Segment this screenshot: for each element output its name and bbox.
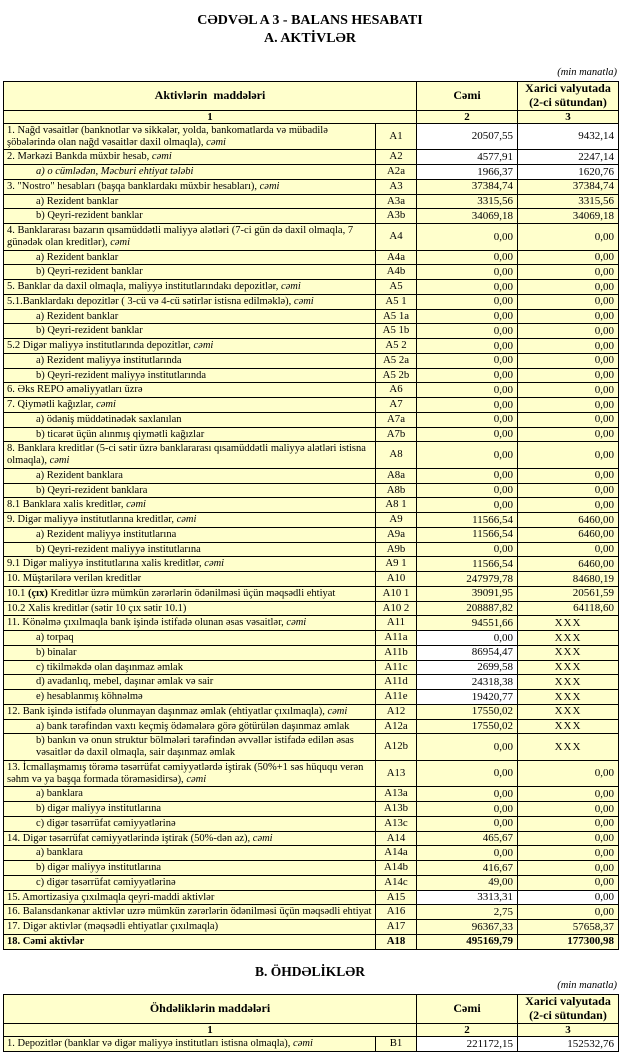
row-label: 1. Depozitlər (banklar və digər maliyyə institutları istisna olmaqla), cəmi (4, 1036, 376, 1051)
cell-total: 0,00 (417, 816, 518, 831)
cell-total: 0,00 (417, 787, 518, 802)
row-code: A12b (376, 734, 417, 761)
table-row (4, 265, 619, 280)
cell-total: 416,67 (417, 861, 518, 876)
table-row (4, 1036, 619, 1051)
row-code: A14 (376, 831, 417, 846)
table-row (4, 704, 619, 719)
cell-fx: 0,00 (518, 294, 619, 309)
row-label: 10.2 Xalis kreditlər (sətir 10 çıx sətir 10.1) (4, 601, 376, 616)
row-code: A5 1a (376, 309, 417, 324)
cell-total: 49,00 (417, 875, 518, 890)
row-label: 5.2 Digər maliyyə institutlarında depozitlər, cəmi (4, 339, 376, 354)
table-row (4, 179, 619, 194)
row-code: A3 (376, 179, 417, 194)
table-row (4, 572, 619, 587)
column-number-1: 1 (4, 110, 417, 123)
row-code: A10 2 (376, 601, 417, 616)
row-code: A10 1 (376, 586, 417, 601)
cell-fx: 0,00 (518, 412, 619, 427)
table-row (4, 846, 619, 861)
table-row (4, 631, 619, 646)
table-row (4, 542, 619, 557)
table-row (4, 398, 619, 413)
cell-total: 0,00 (417, 383, 518, 398)
cell-total: 0,00 (417, 324, 518, 339)
cell-total: 0,00 (417, 542, 518, 557)
cell-total: 94551,66 (417, 616, 518, 631)
cell-fx: 9432,14 (518, 123, 619, 150)
row-label: 12. Bank işində istifadə olunmayan daşınmaz əmlak (ehtiyatlar çıxılmaqla), cəmi (4, 704, 376, 719)
row-label: b) digər maliyyə institutlarına (4, 802, 376, 817)
row-code: A9b (376, 542, 417, 557)
table-row (4, 861, 619, 876)
table-row (4, 280, 619, 295)
row-code: A8 1 (376, 498, 417, 513)
cell-total: 0,00 (417, 412, 518, 427)
table-row (4, 194, 619, 209)
cell-total: 11566,54 (417, 513, 518, 528)
table-header-fx-line2: (2-ci sütundan) (529, 94, 607, 109)
table-row (4, 601, 619, 616)
liabilities-table (3, 994, 619, 1052)
table-header-row (4, 81, 619, 110)
column-number-row (4, 1023, 619, 1036)
cell-fx: 0,00 (518, 280, 619, 295)
cell-total: 0,00 (417, 734, 518, 761)
row-code: A8a (376, 468, 417, 483)
cell-fx: 0,00 (518, 802, 619, 817)
cell-total: 19420,77 (417, 690, 518, 705)
table-row (4, 934, 619, 949)
row-label: a) Rezident maliyyə institutlarında (4, 353, 376, 368)
table-row (4, 483, 619, 498)
row-label: a) banklara (4, 846, 376, 861)
cell-total: 0,00 (417, 442, 518, 469)
cell-fx: 20561,59 (518, 586, 619, 601)
row-label: a) Rezident banklara (4, 468, 376, 483)
row-label: a) Rezident banklar (4, 194, 376, 209)
row-code: A13a (376, 787, 417, 802)
cell-fx: 34069,18 (518, 209, 619, 224)
table-row (4, 368, 619, 383)
row-label: 2. Mərkəzi Bankda müxbir hesab, cəmi (4, 150, 376, 165)
row-label: b) Qeyri-rezident banklar (4, 209, 376, 224)
row-label: 5. Banklar da daxil olmaqla, maliyyə institutlarındakı depozitlər, cəmi (4, 280, 376, 295)
table-row (4, 831, 619, 846)
table-row (4, 498, 619, 513)
cell-total: 0,00 (417, 368, 518, 383)
row-label: 1. Nağd vəsaitlər (banknotlar və sikkələr, yolda, bankomatlarda və mübadilə şöbələrində olan nağd vəsaitlər daxil olmaqla), cəmi (4, 123, 376, 150)
table-row (4, 660, 619, 675)
cell-fx: 0,00 (518, 368, 619, 383)
cell-fx: 6460,00 (518, 557, 619, 572)
section-title-liabilities: B. ÖHDƏLİKLƏR (255, 963, 365, 979)
liabilities-section (0, 965, 620, 1052)
row-code: B1 (376, 1036, 417, 1051)
cell-fx: XXX (518, 734, 619, 761)
cell-total: 11566,54 (417, 557, 518, 572)
row-code: A16 (376, 905, 417, 920)
cell-total: 3313,31 (417, 890, 518, 905)
row-code: A9 (376, 513, 417, 528)
unit-note: (min manatla) (557, 980, 617, 992)
cell-fx: XXX (518, 616, 619, 631)
cell-total: 0,00 (417, 631, 518, 646)
table-header-total: Cəmi (417, 994, 518, 1023)
cell-fx: 0,00 (518, 890, 619, 905)
row-label: b) Qeyri-rezident maliyyə institutlarında (4, 368, 376, 383)
cell-fx: 0,00 (518, 309, 619, 324)
row-label: b) digər maliyyə institutlarına (4, 861, 376, 876)
table-row (4, 920, 619, 935)
cell-fx: XXX (518, 675, 619, 690)
cell-fx: 0,00 (518, 861, 619, 876)
row-code: A4a (376, 250, 417, 265)
cell-total: 0,00 (417, 468, 518, 483)
table-header-items: Öhdəliklərin maddələri (4, 994, 417, 1023)
row-code: A11d (376, 675, 417, 690)
cell-fx: 0,00 (518, 816, 619, 831)
table-row (4, 309, 619, 324)
row-label: c) digər təsərrüfat cəmiyyətlərinə (4, 816, 376, 831)
row-code: A5 2b (376, 368, 417, 383)
cell-fx: 0,00 (518, 383, 619, 398)
row-label: c) digər təsərrüfat cəmiyyətlərinə (4, 875, 376, 890)
cell-fx: XXX (518, 690, 619, 705)
cell-fx: 0,00 (518, 831, 619, 846)
cell-total: 0,00 (417, 398, 518, 413)
row-code: A3a (376, 194, 417, 209)
cell-fx: 0,00 (518, 760, 619, 787)
row-label: 11. Könəlmə çıxılmaqla bank işində istifadə olunan əsas vəsaitlər, cəmi (4, 616, 376, 631)
table-row (4, 353, 619, 368)
cell-total: 4577,91 (417, 150, 518, 165)
table-header-items: Aktivlərin maddələri (4, 81, 417, 110)
row-code: A11c (376, 660, 417, 675)
cell-fx: 0,00 (518, 353, 619, 368)
table-header-row (4, 994, 619, 1023)
table-row (4, 616, 619, 631)
row-code: A15 (376, 890, 417, 905)
row-label: a) banklara (4, 787, 376, 802)
column-number-3: 3 (518, 1023, 619, 1036)
row-code: A8b (376, 483, 417, 498)
cell-fx: 0,00 (518, 427, 619, 442)
row-label: 3. "Nostro" hesabları (başqa banklardakı müxbir hesabları), cəmi (4, 179, 376, 194)
table-row (4, 324, 619, 339)
row-code: A1 (376, 123, 417, 150)
cell-total: 34069,18 (417, 209, 518, 224)
row-code: A18 (376, 934, 417, 949)
cell-fx: 57658,37 (518, 920, 619, 935)
row-label: b) Qeyri-rezident banklara (4, 483, 376, 498)
row-code: A11a (376, 631, 417, 646)
cell-total: 0,00 (417, 339, 518, 354)
cell-total: 221172,15 (417, 1036, 518, 1051)
row-label: 13. İcmallaşmamış törəmə təsərrüfat cəmiyyətlərdə iştirak (50%+1 səs hüququ verən səhm və ya başqa formada törəməsidirsə), cəmi (4, 760, 376, 787)
row-code: A2 (376, 150, 417, 165)
cell-fx: XXX (518, 645, 619, 660)
cell-fx: 152532,76 (518, 1036, 619, 1051)
cell-total: 86954,47 (417, 645, 518, 660)
row-code: A8 (376, 442, 417, 469)
table-header-fx (518, 81, 619, 110)
row-label: 10.1 (çıx) Kreditlər üzrə mümkün zərərlərin ödənilməsi üçün məqsədli ehtiyat (4, 586, 376, 601)
cell-fx: 6460,00 (518, 513, 619, 528)
cell-total: 37384,74 (417, 179, 518, 194)
table-row (4, 719, 619, 734)
row-label: b) Qeyri-rezident banklar (4, 324, 376, 339)
cell-fx: 0,00 (518, 398, 619, 413)
table-row (4, 586, 619, 601)
table-row (4, 734, 619, 761)
table-row (4, 816, 619, 831)
row-label: e) hesablanmış köhnəlmə (4, 690, 376, 705)
row-code: A5 2 (376, 339, 417, 354)
cell-fx: 3315,56 (518, 194, 619, 209)
cell-fx: XXX (518, 631, 619, 646)
row-code: A7a (376, 412, 417, 427)
table-row (4, 905, 619, 920)
cell-total: 0,00 (417, 250, 518, 265)
cell-total: 0,00 (417, 760, 518, 787)
cell-total: 24318,38 (417, 675, 518, 690)
cell-fx: 0,00 (518, 846, 619, 861)
table-row (4, 513, 619, 528)
cell-fx: 1620,76 (518, 165, 619, 180)
row-code: A3b (376, 209, 417, 224)
column-number-2: 2 (417, 110, 518, 123)
table-row (4, 787, 619, 802)
row-code: A9a (376, 527, 417, 542)
table-row (4, 690, 619, 705)
row-code: A5 1 (376, 294, 417, 309)
table-header-fx-line2: (2-ci sütundan) (529, 1007, 607, 1022)
row-code: A11e (376, 690, 417, 705)
table-row (4, 412, 619, 427)
table-row (4, 890, 619, 905)
cell-fx: 2247,14 (518, 150, 619, 165)
row-code: A7 (376, 398, 417, 413)
row-code: A11 (376, 616, 417, 631)
cell-fx: 0,00 (518, 265, 619, 280)
row-label: 9.1 Digər maliyyə institutlarına xalis kreditlər, cəmi (4, 557, 376, 572)
row-label: 5.1.Banklardakı depozitlər ( 3-cü və 4-cü sətirlər istisna edilməklə), cəmi (4, 294, 376, 309)
row-label: a) o cümlədən, Məcburi ehtiyat tələbi (4, 165, 376, 180)
row-code: A13 (376, 760, 417, 787)
cell-fx: 64118,60 (518, 601, 619, 616)
row-label: 6. Əks REPO əməliyyatları üzrə (4, 383, 376, 398)
column-number-row (4, 110, 619, 123)
table-row (4, 209, 619, 224)
cell-total: 465,67 (417, 831, 518, 846)
row-code: A11b (376, 645, 417, 660)
row-code: A14a (376, 846, 417, 861)
assets-table (3, 81, 619, 950)
cell-fx: 177300,98 (518, 934, 619, 949)
row-code: A13c (376, 816, 417, 831)
cell-fx: XXX (518, 704, 619, 719)
table-row (4, 427, 619, 442)
page-title-line2: A. AKTİVLƏR (263, 31, 357, 47)
table-row (4, 250, 619, 265)
row-label: 8. Banklara kreditlər (5-ci sətir üzrə banklararası qısamüddətli maliyyə alətləri istisna olmaqla), cəmi (4, 442, 376, 469)
row-label: c) tikilməkdə olan daşınmaz əmlak (4, 660, 376, 675)
row-label: 9. Digər maliyyə institutlarına kreditlər, cəmi (4, 513, 376, 528)
cell-fx: 0,00 (518, 224, 619, 251)
column-number-1: 1 (4, 1023, 417, 1036)
table-header-fx (518, 994, 619, 1023)
table-header-fx-line1: Xarici valyutada (525, 81, 611, 96)
row-code: A9 1 (376, 557, 417, 572)
row-label: d) avadanlıq, mebel, daşınar əmlak və sair (4, 675, 376, 690)
table-row (4, 645, 619, 660)
row-code: A5 (376, 280, 417, 295)
cell-fx: 0,00 (518, 542, 619, 557)
cell-fx: 0,00 (518, 787, 619, 802)
table-row (4, 294, 619, 309)
row-label: 10. Müştərilərə verilən kreditlər (4, 572, 376, 587)
table-row (4, 224, 619, 251)
row-code: A14c (376, 875, 417, 890)
column-number-2: 2 (417, 1023, 518, 1036)
row-code: A4 (376, 224, 417, 251)
cell-fx: XXX (518, 660, 619, 675)
row-label: b) binalar (4, 645, 376, 660)
table-row (4, 675, 619, 690)
table-row (4, 468, 619, 483)
unit-note: (min manatla) (557, 67, 617, 79)
table-row (4, 383, 619, 398)
cell-fx: 0,00 (518, 324, 619, 339)
row-label: a) ödəniş müddətinədək saxlanılan (4, 412, 376, 427)
cell-total: 0,00 (417, 280, 518, 295)
page-title (0, 12, 620, 48)
row-label: 17. Digər aktivlər (məqsədli ehtiyatlar çıxılmaqla) (4, 920, 376, 935)
page-title-line1: CƏDVƏL A 3 - BALANS HESABATI (197, 13, 423, 28)
column-number-3: 3 (518, 110, 619, 123)
cell-total: 17550,02 (417, 704, 518, 719)
row-code: A13b (376, 802, 417, 817)
row-code: A10 (376, 572, 417, 587)
cell-total: 0,00 (417, 224, 518, 251)
cell-fx: 0,00 (518, 905, 619, 920)
cell-total: 0,00 (417, 294, 518, 309)
cell-total: 247979,78 (417, 572, 518, 587)
table-header-total: Cəmi (417, 81, 518, 110)
cell-total: 1966,37 (417, 165, 518, 180)
cell-fx: 0,00 (518, 875, 619, 890)
cell-fx: 0,00 (518, 468, 619, 483)
cell-total: 0,00 (417, 483, 518, 498)
table-row (4, 557, 619, 572)
row-code: A6 (376, 383, 417, 398)
row-label: a) torpaq (4, 631, 376, 646)
table-row (4, 760, 619, 787)
cell-fx: XXX (518, 719, 619, 734)
cell-total: 0,00 (417, 802, 518, 817)
row-label: b) Qeyri-rezident maliyyə institutlarına (4, 542, 376, 557)
cell-total: 96367,33 (417, 920, 518, 935)
row-label: 7. Qiymətli kağızlar, cəmi (4, 398, 376, 413)
cell-total: 0,00 (417, 498, 518, 513)
cell-fx: 0,00 (518, 483, 619, 498)
row-label: b) ticarət üçün alınmış qiymətli kağızlar (4, 427, 376, 442)
row-label: 8.1 Banklara xalis kreditlər, cəmi (4, 498, 376, 513)
row-code: A7b (376, 427, 417, 442)
cell-total: 0,00 (417, 353, 518, 368)
table-row (4, 339, 619, 354)
cell-fx: 0,00 (518, 442, 619, 469)
row-label: 4. Banklararası bazarın qısamüddətli maliyyə alətləri (7-ci gün də daxil olmaqla, 7 günədək olan kreditlər), cəmi (4, 224, 376, 251)
cell-fx: 0,00 (518, 339, 619, 354)
cell-total: 208887,82 (417, 601, 518, 616)
cell-fx: 84680,19 (518, 572, 619, 587)
row-code: A2a (376, 165, 417, 180)
cell-total: 17550,02 (417, 719, 518, 734)
cell-total: 495169,79 (417, 934, 518, 949)
cell-total: 20507,55 (417, 123, 518, 150)
cell-fx: 0,00 (518, 250, 619, 265)
cell-fx: 0,00 (518, 498, 619, 513)
cell-total: 0,00 (417, 846, 518, 861)
row-label: a) Rezident maliyyə institutlarına (4, 527, 376, 542)
row-label: 15. Amortizasiya çıxılmaqla qeyri-maddi aktivlər (4, 890, 376, 905)
row-label: a) bank tərəfindən vaxtı keçmiş ödəmələrə görə götürülən daşınmaz əmlak (4, 719, 376, 734)
row-label: b) Qeyri-rezident banklar (4, 265, 376, 280)
cell-total: 2699,58 (417, 660, 518, 675)
row-label: b) bankın və onun struktur bölmələri tərəfindən əvvəllər istifadə edilən əsas vəsaitlər də daxil olmaqla, sair daşınmaz əmlak (4, 734, 376, 761)
cell-total: 0,00 (417, 309, 518, 324)
cell-total: 3315,56 (417, 194, 518, 209)
table-row (4, 165, 619, 180)
row-code: A14b (376, 861, 417, 876)
row-label: a) Rezident banklar (4, 309, 376, 324)
row-label: 18. Cəmi aktivlər (4, 934, 376, 949)
row-code: A17 (376, 920, 417, 935)
assets-section (0, 68, 620, 949)
cell-fx: 6460,00 (518, 527, 619, 542)
cell-total: 0,00 (417, 265, 518, 280)
row-code: A5 2a (376, 353, 417, 368)
table-row (4, 123, 619, 150)
cell-total: 2,75 (417, 905, 518, 920)
cell-total: 39091,95 (417, 586, 518, 601)
table-row (4, 150, 619, 165)
table-row (4, 442, 619, 469)
cell-fx: 37384,74 (518, 179, 619, 194)
row-label: 14. Digər təsərrüfat cəmiyyətlərində iştirak (50%-dən az), cəmi (4, 831, 376, 846)
row-code: A12 (376, 704, 417, 719)
table-row (4, 875, 619, 890)
cell-total: 11566,54 (417, 527, 518, 542)
table-row (4, 527, 619, 542)
row-code: A12a (376, 719, 417, 734)
table-row (4, 802, 619, 817)
table-header-fx-line1: Xarici valyutada (525, 994, 611, 1009)
row-code: A4b (376, 265, 417, 280)
row-code: A5 1b (376, 324, 417, 339)
row-label: a) Rezident banklar (4, 250, 376, 265)
row-label: 16. Balansdankənar aktivlər uzrə mümkün zərərlərin ödənilməsi üçün məqsədli ehtiyat (4, 905, 376, 920)
document-page (0, 12, 620, 1052)
cell-total: 0,00 (417, 427, 518, 442)
